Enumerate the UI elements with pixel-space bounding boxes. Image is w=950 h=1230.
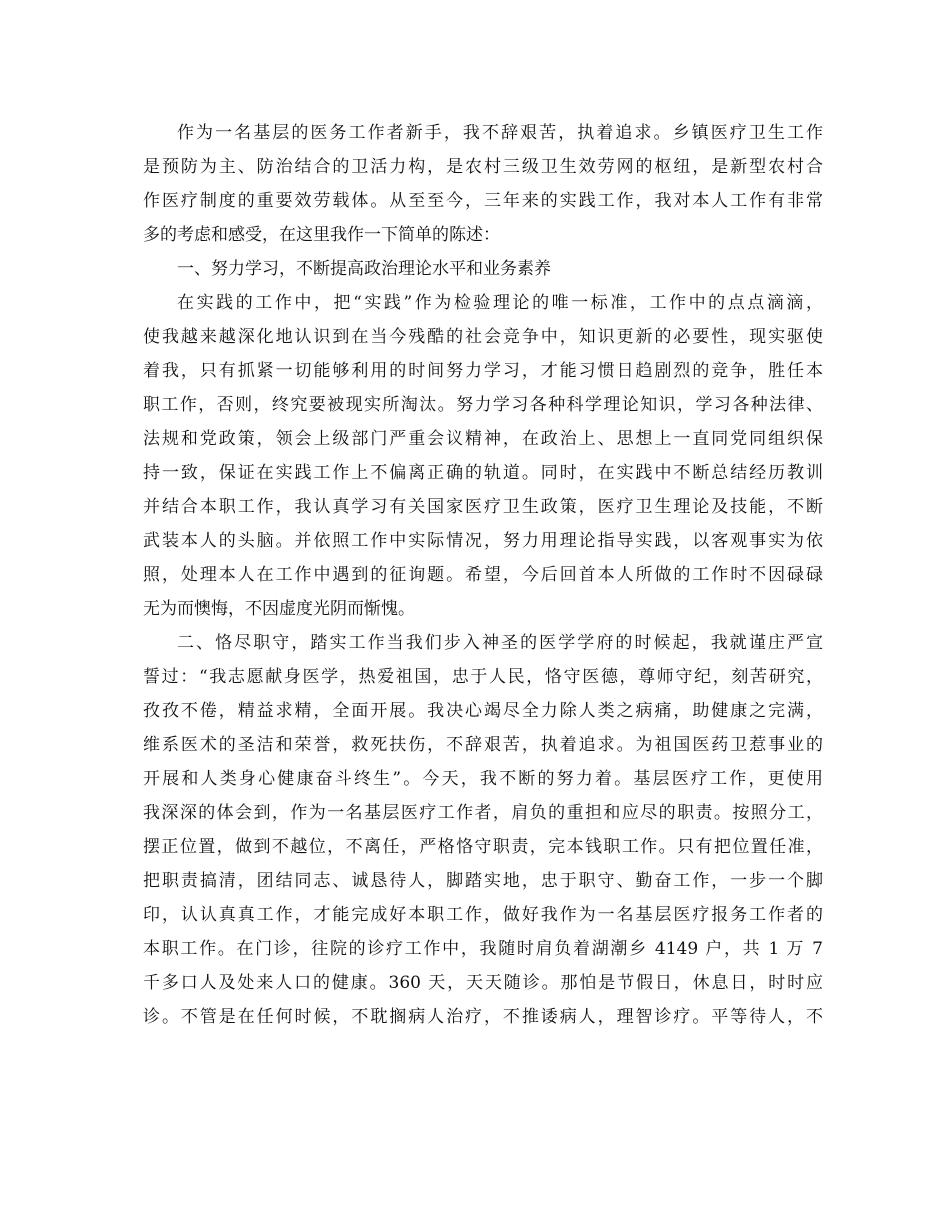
text-line: 无为而懊悔，不因虚度光阴而惭愧。 <box>143 599 415 619</box>
text-line: 千多口人及处来人口的健康。360 天，天天随诊。那怕是节假日，休息日，时时应 <box>143 973 823 993</box>
section-heading: 二、恪尽职守，踏实工作当我们步入神圣的医学学府的时候起，我就谨庄严宣 <box>177 633 823 653</box>
text-line: 开展和人类身心健康奋斗终生”。今天，我不断的努力着。基层医疗工作，更使用 <box>143 769 823 789</box>
text-line: 印，认认真真工作，才能完成好本职工作，做好我作为一名基层医疗报务工作者的 <box>143 905 823 925</box>
text-line: 把职责搞清，团结同志、诚恳待人，脚踏实地，忠于职守、勤奋工作，一步一个脚 <box>143 871 823 891</box>
text-line: 誓过：“我志愿献身医学，热爱祖国，忠于人民，恪守医德，尊师守纪，刻苦研究， <box>143 667 823 687</box>
text-line: 作医疗制度的重要效劳载体。从至至今，三年来的实践工作，我对本人工作有非常 <box>143 191 823 211</box>
section-heading: 一、努力学习，不断提高政治理论水平和业务素养 <box>177 259 551 279</box>
text-line: 法规和党政策，领会上级部门严重会议精神，在政治上、思想上一直同党同组织保 <box>143 429 823 449</box>
text-line: 本职工作。在门诊，往院的诊疗工作中，我随时肩负着湖潮乡 4149 户，共 1 万 7 <box>143 939 823 959</box>
text-line: 多的考虑和感受，在这里我作一下简单的陈述： <box>143 225 500 245</box>
text-line: 是预防为主、防治结合的卫活力构，是农村三级卫生效劳网的枢纽，是新型农村合 <box>143 157 823 177</box>
text-line: 持一致，保证在实践工作上不偏离正确的轨道。同时，在实践中不断总结经历教训 <box>143 463 823 483</box>
text-line: 使我越来越深化地认识到在当今残酷的社会竞争中，知识更新的必要性，现实驱使 <box>143 327 823 347</box>
text-line: 孜孜不倦，精益求精，全面开展。我决心竭尽全力除人类之病痛，助健康之完满， <box>143 701 823 721</box>
text-line: 着我，只有抓紧一切能够利用的时间努力学习，才能习惯日趋剧烈的竞争，胜任本 <box>143 361 823 381</box>
text-line: 武装本人的头脑。并依照工作中实际情况，努力用理论指导实践，以客观事实为依 <box>143 531 823 551</box>
text-line: 在实践的工作中，把“实践”作为检验理论的唯一标准，工作中的点点滴滴， <box>177 293 823 313</box>
text-line: 摆正位置，做到不越位，不离任，严格恪守职责，完本钱职工作。只有把位置任准， <box>143 837 823 857</box>
text-line: 我深深的体会到，作为一名基层医疗工作者，肩负的重担和应尽的职责。按照分工， <box>143 803 823 823</box>
text-line: 职工作，否则，终究要被现实所淘汰。努力学习各种科学理论知识，学习各种法律、 <box>143 395 823 415</box>
text-line: 维系医术的圣洁和荣誉，救死扶伤，不辞艰苦，执着追求。为祖国医药卫惹事业的 <box>143 735 823 755</box>
text-line: 照，处理本人在工作中遇到的征询题。希望，今后回首本人所做的工作时不因碌碌 <box>143 565 823 585</box>
text-line: 并结合本职工作，我认真学习有关国家医疗卫生政策，医疗卫生理论及技能，不断 <box>143 497 823 517</box>
text-line: 作为一名基层的医务工作者新手，我不辞艰苦，执着追求。乡镇医疗卫生工作 <box>177 123 823 143</box>
document-body <box>143 116 823 1034</box>
text-line: 诊。不管是在任何时候，不耽搁病人治疗，不推诿病人，理智诊疗。平等待人，不 <box>143 1007 823 1027</box>
